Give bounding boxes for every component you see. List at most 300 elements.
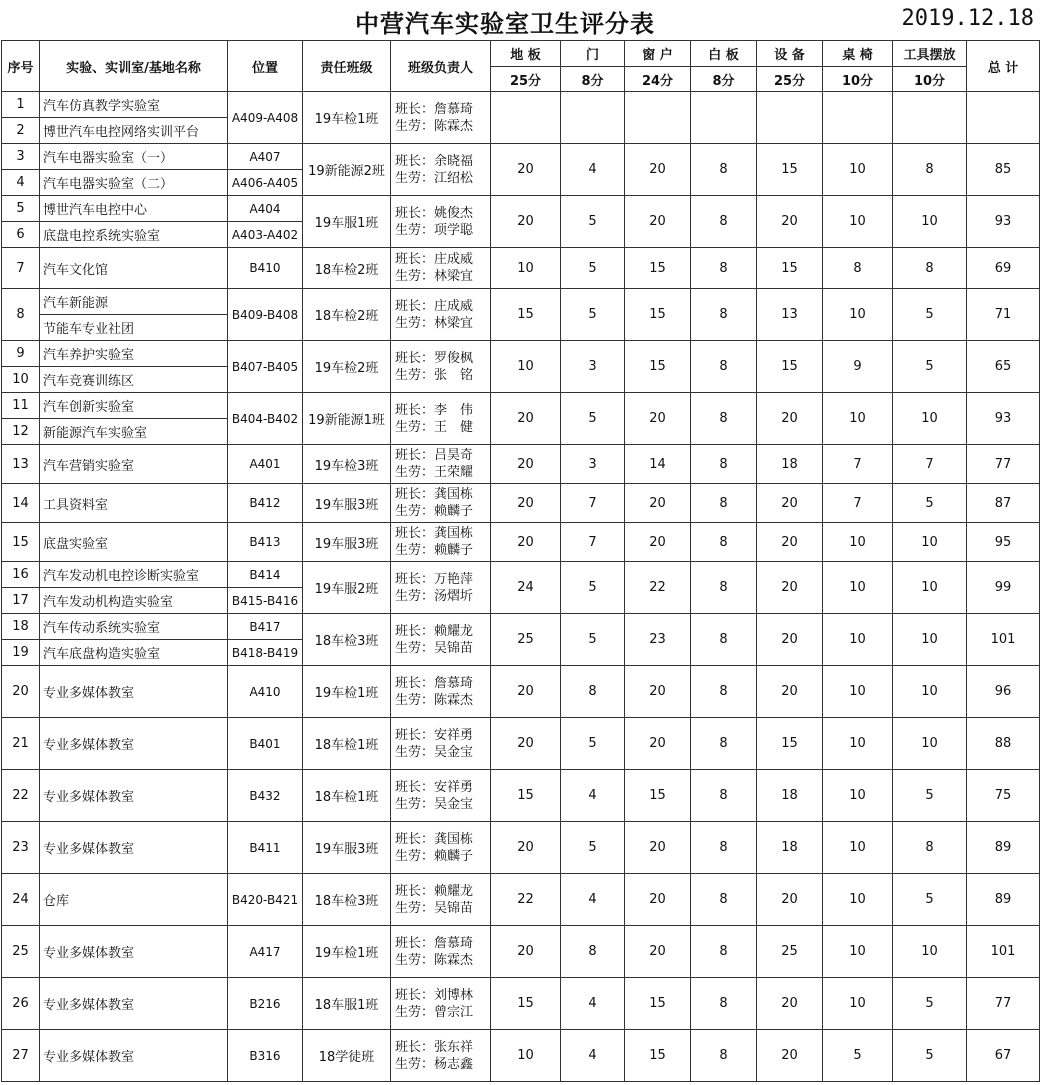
leader-monitor: 班长：詹慕琦 <box>395 101 474 117</box>
header-window-points: 24分 <box>625 67 691 92</box>
leader-labor: 生劳：赖麟子 <box>395 504 474 519</box>
cell-name: 汽车底盘构造实验室 <box>40 640 228 666</box>
table-row <box>2 289 1040 315</box>
title-bar <box>0 0 1042 40</box>
score-tools: 5 <box>893 341 967 393</box>
cell-leader <box>391 666 491 718</box>
leader-labor: 生劳：林梁宜 <box>395 269 474 284</box>
cell-class: 19新能源1班 <box>303 393 391 445</box>
cell-location: B409-B408 <box>228 289 303 341</box>
cell-location: B417 <box>228 614 303 640</box>
cell-seq: 19 <box>2 640 40 666</box>
score-tools <box>893 92 967 144</box>
score-floor: 20 <box>491 822 561 874</box>
score-tools: 10 <box>893 666 967 718</box>
score-floor: 10 <box>491 248 561 289</box>
leader-monitor: 班长：赖耀龙 <box>395 623 474 639</box>
score-desk: 7 <box>823 445 893 484</box>
header-total: 总 计 <box>967 41 1040 92</box>
score-window <box>625 92 691 144</box>
score-door: 7 <box>561 523 625 562</box>
score-desk: 5 <box>823 1030 893 1082</box>
cell-class: 18车检3班 <box>303 874 391 926</box>
leader-monitor: 班长：罗俊枫 <box>395 350 474 366</box>
cell-name: 汽车新能源 <box>40 289 228 315</box>
leader-labor: 生劳：项学聪 <box>395 222 474 238</box>
score-floor: 25 <box>491 614 561 666</box>
cell-location: B401 <box>228 718 303 770</box>
score-desk: 10 <box>823 978 893 1030</box>
cell-leader <box>391 196 491 248</box>
cell-class: 19车服3班 <box>303 484 391 523</box>
cell-seq: 1 <box>2 92 40 118</box>
cell-class: 18车检2班 <box>303 289 391 341</box>
cell-seq: 16 <box>2 562 40 588</box>
table-row <box>2 1030 1040 1082</box>
cell-seq: 11 <box>2 393 40 419</box>
header-floor: 地 板 <box>491 41 561 67</box>
score-whiteboard: 8 <box>691 770 757 822</box>
score-total <box>967 92 1040 144</box>
cell-leader <box>391 1030 491 1082</box>
cell-leader <box>391 289 491 341</box>
score-door: 5 <box>561 614 625 666</box>
cell-name: 底盘实验室 <box>40 523 228 562</box>
score-tools: 10 <box>893 196 967 248</box>
leader-labor: 生劳：杨志鑫 <box>395 1056 474 1072</box>
leader-monitor: 班长：吕昊奇 <box>395 448 474 463</box>
cell-seq: 21 <box>2 718 40 770</box>
score-door: 3 <box>561 445 625 484</box>
cell-class: 19新能源2班 <box>303 144 391 196</box>
table-row <box>2 770 1040 822</box>
score-total: 87 <box>967 484 1040 523</box>
score-tools: 5 <box>893 874 967 926</box>
score-tools: 10 <box>893 523 967 562</box>
cell-seq: 7 <box>2 248 40 289</box>
cell-name: 汽车传动系统实验室 <box>40 614 228 640</box>
leader-monitor: 班长：余晓福 <box>395 153 474 169</box>
cell-leader <box>391 144 491 196</box>
header-seq: 序号 <box>2 41 40 92</box>
leader-monitor: 班长：万艳萍 <box>395 571 474 587</box>
cell-name: 汽车发动机电控诊断实验室 <box>40 562 228 588</box>
table-row <box>2 978 1040 1030</box>
score-window: 22 <box>625 562 691 614</box>
cell-class: 19车检1班 <box>303 926 391 978</box>
header-class: 责任班级 <box>303 41 391 92</box>
cell-seq: 13 <box>2 445 40 484</box>
score-floor: 10 <box>491 1030 561 1082</box>
cell-name: 博世汽车电控网络实训平台 <box>40 118 228 144</box>
cell-class: 19车服1班 <box>303 196 391 248</box>
cell-seq: 9 <box>2 341 40 367</box>
cell-leader <box>391 770 491 822</box>
score-desk: 9 <box>823 341 893 393</box>
header-floor-points: 25分 <box>491 67 561 92</box>
score-whiteboard: 8 <box>691 484 757 523</box>
leader-labor: 生劳：江绍松 <box>395 170 474 186</box>
cell-seq: 18 <box>2 614 40 640</box>
score-whiteboard: 8 <box>691 248 757 289</box>
header-door: 门 <box>561 41 625 67</box>
score-equipment: 25 <box>757 926 823 978</box>
score-floor: 20 <box>491 926 561 978</box>
score-tools: 10 <box>893 718 967 770</box>
score-equipment: 20 <box>757 196 823 248</box>
header-name: 实验、实训室/基地名称 <box>40 41 228 92</box>
score-equipment: 13 <box>757 289 823 341</box>
leader-labor: 生劳：陈霖杰 <box>395 692 474 708</box>
leader-monitor: 班长：龚国栋 <box>395 526 474 541</box>
score-whiteboard: 8 <box>691 144 757 196</box>
score-tools: 8 <box>893 144 967 196</box>
score-window: 15 <box>625 770 691 822</box>
cell-seq: 25 <box>2 926 40 978</box>
cell-class: 19车服2班 <box>303 562 391 614</box>
leader-labor: 生劳：赖麟子 <box>395 848 474 864</box>
score-equipment: 18 <box>757 770 823 822</box>
cell-location: A407 <box>228 144 303 170</box>
score-desk: 10 <box>823 874 893 926</box>
score-whiteboard: 8 <box>691 614 757 666</box>
score-door: 8 <box>561 926 625 978</box>
score-tools: 8 <box>893 822 967 874</box>
score-desk: 10 <box>823 614 893 666</box>
leader-labor: 生劳：王荣耀 <box>395 465 474 480</box>
score-floor: 15 <box>491 978 561 1030</box>
score-equipment: 20 <box>757 614 823 666</box>
score-window: 20 <box>625 144 691 196</box>
table-row <box>2 926 1040 978</box>
leader-monitor: 班长：庄成威 <box>395 298 474 314</box>
score-equipment: 15 <box>757 718 823 770</box>
score-floor: 15 <box>491 770 561 822</box>
score-floor: 20 <box>491 484 561 523</box>
cell-location: B413 <box>228 523 303 562</box>
leader-monitor: 班长：姚俊杰 <box>395 205 474 221</box>
score-desk: 10 <box>823 562 893 614</box>
score-total: 67 <box>967 1030 1040 1082</box>
leader-monitor: 班长：詹慕琦 <box>395 935 474 951</box>
score-total: 77 <box>967 445 1040 484</box>
cell-leader <box>391 614 491 666</box>
score-whiteboard: 8 <box>691 523 757 562</box>
score-whiteboard: 8 <box>691 289 757 341</box>
cell-leader <box>391 484 491 523</box>
score-door: 8 <box>561 666 625 718</box>
cell-location: A409-A408 <box>228 92 303 144</box>
score-equipment: 20 <box>757 523 823 562</box>
score-desk: 10 <box>823 523 893 562</box>
score-equipment: 20 <box>757 1030 823 1082</box>
score-total: 69 <box>967 248 1040 289</box>
cell-name: 工具资料室 <box>40 484 228 523</box>
cell-seq: 14 <box>2 484 40 523</box>
cell-leader <box>391 562 491 614</box>
cell-location: B412 <box>228 484 303 523</box>
score-window: 20 <box>625 822 691 874</box>
cell-name: 专业多媒体教室 <box>40 1030 228 1082</box>
header-desk-points: 10分 <box>823 67 893 92</box>
cell-location: B418-B419 <box>228 640 303 666</box>
cell-seq: 17 <box>2 588 40 614</box>
cell-name: 汽车电器实验室（一） <box>40 144 228 170</box>
cell-class: 19车服3班 <box>303 822 391 874</box>
cell-leader <box>391 445 491 484</box>
cell-seq: 6 <box>2 222 40 248</box>
cell-seq: 4 <box>2 170 40 196</box>
table-row <box>2 248 1040 289</box>
score-desk: 8 <box>823 248 893 289</box>
score-whiteboard: 8 <box>691 393 757 445</box>
header-equipment-points: 25分 <box>757 67 823 92</box>
cell-location: B414 <box>228 562 303 588</box>
table-row <box>2 562 1040 588</box>
score-whiteboard: 8 <box>691 341 757 393</box>
score-window: 20 <box>625 484 691 523</box>
cell-name: 底盘电控系统实验室 <box>40 222 228 248</box>
leader-labor: 生劳：吴锦苗 <box>395 900 474 916</box>
cell-seq: 5 <box>2 196 40 222</box>
leader-monitor: 班长：李 伟 <box>395 402 474 418</box>
score-window: 20 <box>625 666 691 718</box>
score-total: 101 <box>967 926 1040 978</box>
cell-leader <box>391 92 491 144</box>
score-floor <box>491 92 561 144</box>
leader-monitor: 班长：刘博林 <box>395 987 474 1003</box>
score-door <box>561 92 625 144</box>
score-floor: 20 <box>491 445 561 484</box>
cell-leader <box>391 926 491 978</box>
cell-leader <box>391 523 491 562</box>
cell-location: A417 <box>228 926 303 978</box>
score-desk: 10 <box>823 393 893 445</box>
score-total: 89 <box>967 822 1040 874</box>
cell-location: B316 <box>228 1030 303 1082</box>
leader-labor: 生劳：汤熠圻 <box>395 588 474 604</box>
score-total: 77 <box>967 978 1040 1030</box>
leader-labor: 生劳：林梁宜 <box>395 315 474 331</box>
score-desk: 10 <box>823 666 893 718</box>
leader-labor: 生劳：吴金宝 <box>395 796 474 812</box>
score-tools: 5 <box>893 978 967 1030</box>
score-door: 5 <box>561 562 625 614</box>
leader-labor: 生劳：吴金宝 <box>395 744 474 760</box>
score-tools: 5 <box>893 770 967 822</box>
cell-name: 汽车竞赛训练区 <box>40 367 228 393</box>
table-row <box>2 92 1040 118</box>
score-total: 99 <box>967 562 1040 614</box>
score-whiteboard: 8 <box>691 666 757 718</box>
score-door: 7 <box>561 484 625 523</box>
score-door: 5 <box>561 196 625 248</box>
score-window: 23 <box>625 614 691 666</box>
score-floor: 20 <box>491 393 561 445</box>
score-door: 4 <box>561 144 625 196</box>
leader-labor: 生劳：曾宗江 <box>395 1004 474 1020</box>
cell-location: B407-B405 <box>228 341 303 393</box>
score-window: 20 <box>625 874 691 926</box>
table-row <box>2 874 1040 926</box>
cell-location: A410 <box>228 666 303 718</box>
score-tools: 5 <box>893 289 967 341</box>
score-window: 15 <box>625 289 691 341</box>
score-desk <box>823 92 893 144</box>
table-row <box>2 666 1040 718</box>
cell-seq: 27 <box>2 1030 40 1082</box>
leader-monitor: 班长：安祥勇 <box>395 727 474 743</box>
leader-monitor: 班长：詹慕琦 <box>395 675 474 691</box>
score-floor: 20 <box>491 144 561 196</box>
cell-name: 专业多媒体教室 <box>40 718 228 770</box>
leader-monitor: 班长：张东祥 <box>395 1039 474 1055</box>
cell-class: 18车检3班 <box>303 614 391 666</box>
score-equipment: 20 <box>757 562 823 614</box>
table-row <box>2 484 1040 523</box>
cell-seq: 8 <box>2 289 40 341</box>
cell-class: 19车检1班 <box>303 666 391 718</box>
header-tools: 工具摆放 <box>893 41 967 67</box>
leader-monitor: 班长：龚国栋 <box>395 831 474 847</box>
score-equipment: 18 <box>757 822 823 874</box>
cell-class: 18车检1班 <box>303 770 391 822</box>
leader-monitor: 班长：庄成威 <box>395 252 474 267</box>
score-total: 75 <box>967 770 1040 822</box>
cell-seq: 23 <box>2 822 40 874</box>
score-total: 71 <box>967 289 1040 341</box>
cell-name: 汽车创新实验室 <box>40 393 228 419</box>
score-floor: 22 <box>491 874 561 926</box>
leader-labor: 生劳：吴锦苗 <box>395 640 474 656</box>
cell-class: 18车检2班 <box>303 248 391 289</box>
score-door: 5 <box>561 393 625 445</box>
cell-name: 专业多媒体教室 <box>40 978 228 1030</box>
header-equipment: 设 备 <box>757 41 823 67</box>
score-window: 14 <box>625 445 691 484</box>
cell-location: B410 <box>228 248 303 289</box>
header-tools-points: 10分 <box>893 67 967 92</box>
cell-location: A406-A405 <box>228 170 303 196</box>
leader-labor: 生劳：王 健 <box>395 419 474 435</box>
score-floor: 15 <box>491 289 561 341</box>
leader-monitor: 班长：安祥勇 <box>395 779 474 795</box>
score-desk: 10 <box>823 718 893 770</box>
score-whiteboard: 8 <box>691 445 757 484</box>
score-total: 89 <box>967 874 1040 926</box>
score-whiteboard: 8 <box>691 718 757 770</box>
cell-name: 节能车专业社团 <box>40 315 228 341</box>
cell-location: B415-B416 <box>228 588 303 614</box>
score-window: 20 <box>625 393 691 445</box>
score-tools: 5 <box>893 484 967 523</box>
score-window: 20 <box>625 523 691 562</box>
cell-leader <box>391 978 491 1030</box>
cell-name: 汽车养护实验室 <box>40 341 228 367</box>
score-desk: 10 <box>823 822 893 874</box>
cell-class: 18学徒班 <box>303 1030 391 1082</box>
score-total: 93 <box>967 196 1040 248</box>
cell-location: A401 <box>228 445 303 484</box>
cell-leader <box>391 341 491 393</box>
score-floor: 20 <box>491 666 561 718</box>
table-row <box>2 822 1040 874</box>
cell-name: 专业多媒体教室 <box>40 770 228 822</box>
cell-class: 19车检1班 <box>303 92 391 144</box>
cell-seq: 20 <box>2 666 40 718</box>
score-door: 4 <box>561 1030 625 1082</box>
cell-location: A404 <box>228 196 303 222</box>
score-window: 15 <box>625 1030 691 1082</box>
score-door: 5 <box>561 718 625 770</box>
score-equipment: 20 <box>757 393 823 445</box>
table-row <box>2 196 1040 222</box>
cell-name: 汽车文化馆 <box>40 248 228 289</box>
cell-name: 专业多媒体教室 <box>40 666 228 718</box>
score-total: 96 <box>967 666 1040 718</box>
score-door: 5 <box>561 822 625 874</box>
cell-class: 19车检2班 <box>303 341 391 393</box>
score-tools: 10 <box>893 614 967 666</box>
score-total: 93 <box>967 393 1040 445</box>
cell-name: 汽车电器实验室（二） <box>40 170 228 196</box>
score-total: 88 <box>967 718 1040 770</box>
score-floor: 20 <box>491 718 561 770</box>
score-equipment: 20 <box>757 666 823 718</box>
page-date: 2019.12.18 <box>901 6 1034 31</box>
cell-leader <box>391 822 491 874</box>
score-total: 65 <box>967 341 1040 393</box>
cell-class: 18车服1班 <box>303 978 391 1030</box>
score-tools: 8 <box>893 248 967 289</box>
cell-name: 新能源汽车实验室 <box>40 419 228 445</box>
cell-name: 汽车营销实验室 <box>40 445 228 484</box>
cell-location: B216 <box>228 978 303 1030</box>
cell-seq: 3 <box>2 144 40 170</box>
score-door: 5 <box>561 289 625 341</box>
cell-seq: 24 <box>2 874 40 926</box>
header-desk: 桌 椅 <box>823 41 893 67</box>
cell-class: 19车检3班 <box>303 445 391 484</box>
table-row <box>2 341 1040 367</box>
header-door-points: 8分 <box>561 67 625 92</box>
cell-leader <box>391 718 491 770</box>
score-window: 20 <box>625 196 691 248</box>
score-whiteboard <box>691 92 757 144</box>
score-equipment: 20 <box>757 978 823 1030</box>
leader-monitor: 班长：龚国栋 <box>395 487 474 502</box>
table-row <box>2 614 1040 640</box>
score-tools: 10 <box>893 926 967 978</box>
score-window: 20 <box>625 926 691 978</box>
score-floor: 10 <box>491 341 561 393</box>
page-title: 中营汽车实验室卫生评分表 <box>355 9 655 38</box>
score-window: 15 <box>625 978 691 1030</box>
score-desk: 10 <box>823 289 893 341</box>
cell-location: B432 <box>228 770 303 822</box>
cell-name: 汽车发动机构造实验室 <box>40 588 228 614</box>
header-location: 位置 <box>228 41 303 92</box>
score-window: 15 <box>625 341 691 393</box>
cell-leader <box>391 393 491 445</box>
score-door: 4 <box>561 874 625 926</box>
header-leader: 班级负责人 <box>391 41 491 92</box>
cell-name: 博世汽车电控中心 <box>40 196 228 222</box>
cell-name: 仓库 <box>40 874 228 926</box>
score-whiteboard: 8 <box>691 196 757 248</box>
score-tools: 7 <box>893 445 967 484</box>
score-equipment: 20 <box>757 484 823 523</box>
